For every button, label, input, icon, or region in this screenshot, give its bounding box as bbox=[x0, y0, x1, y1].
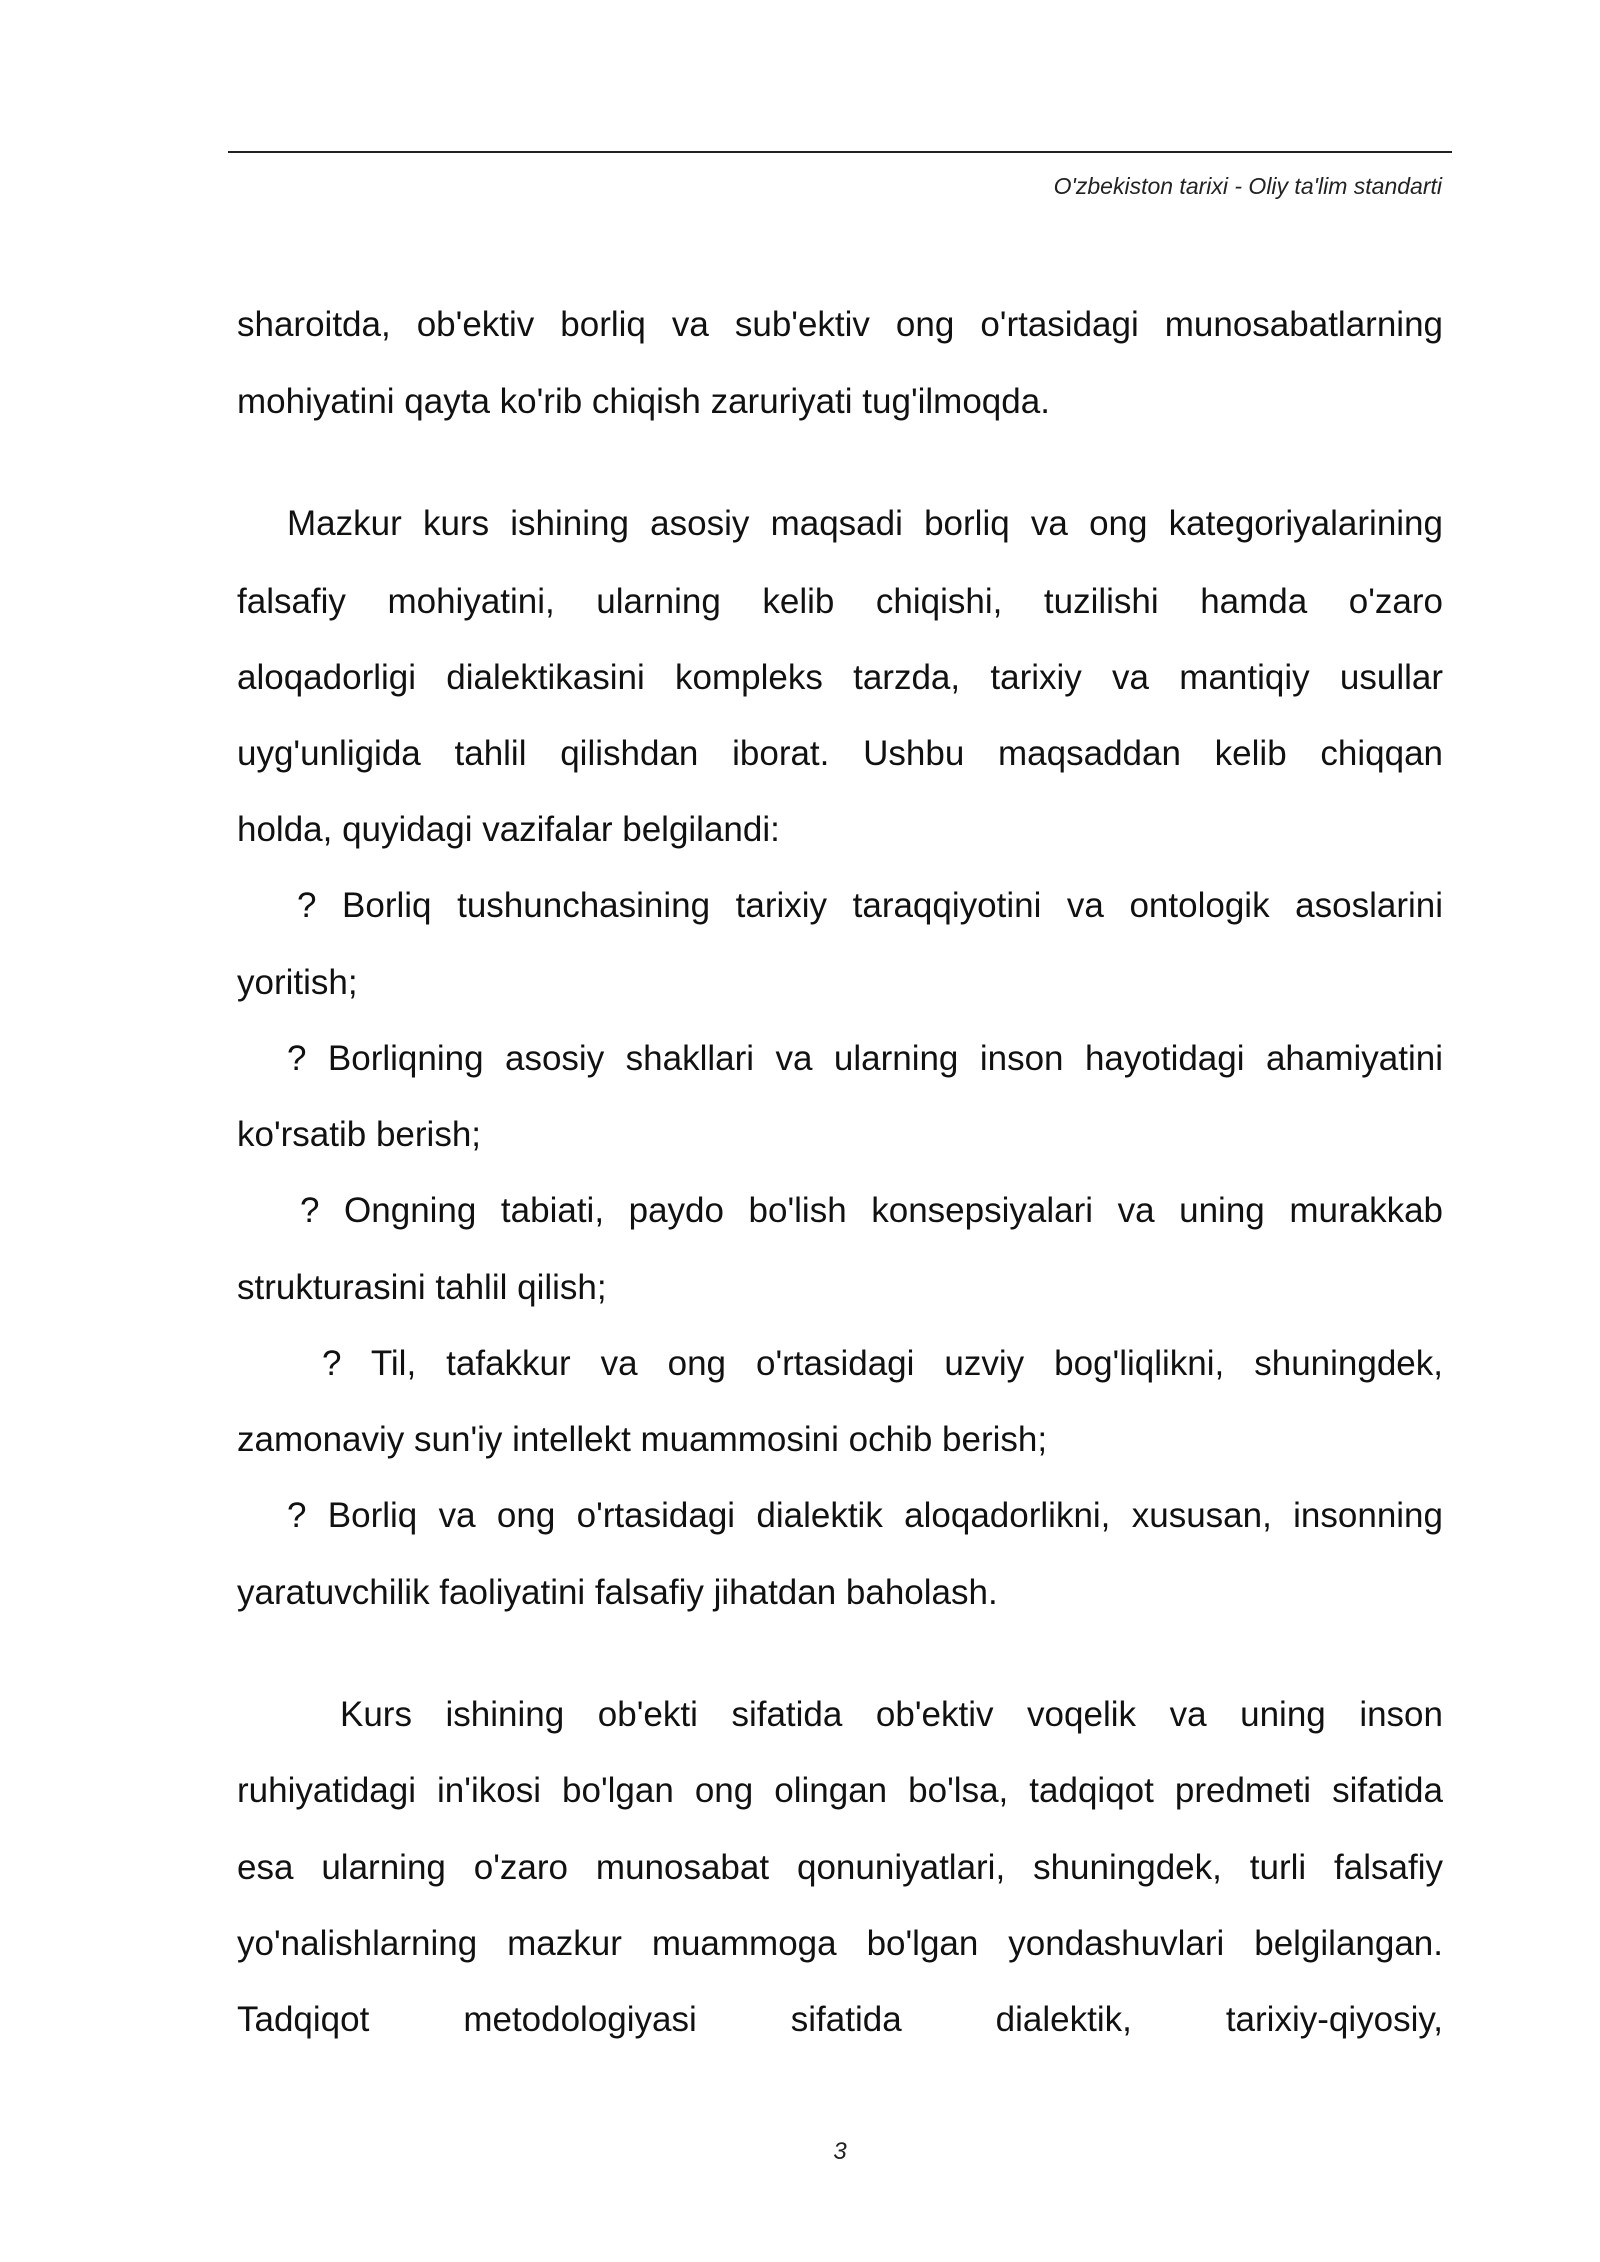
page-number: 3 bbox=[833, 2138, 847, 2165]
body-line: uyg'unligida tahlil qilishdan iborat. Ushbu maqsaddan kelib chiqqan bbox=[237, 734, 1443, 773]
body-line: zamonaviy sun'iy intellekt muammosini ochib berish; bbox=[237, 1420, 1048, 1459]
body-line: sharoitda, ob'ektiv borliq va sub'ektiv ong o'rtasidagi munosabatlarning bbox=[237, 305, 1443, 344]
task-item: ? Til, tafakkur va ong o'rtasidagi uzviy bog'liqlikni, shuningdek, bbox=[322, 1344, 1443, 1383]
body-line: falsafiy mohiyatini, ularning kelib chiqishi, tuzilishi hamda o'zaro bbox=[237, 582, 1443, 621]
body-line: Tadqiqot metodologiyasi sifatida dialektik, tarixiy-qiyosiy, bbox=[237, 2000, 1443, 2039]
paragraph-first-line: Mazkur kurs ishining asosiy maqsadi borliq va ong kategoriyalarining bbox=[287, 504, 1443, 543]
running-header: O'zbekiston tarixi - Oliy ta'lim standarti bbox=[1053, 173, 1442, 199]
body-line: ruhiyatidagi in'ikosi bo'lgan ong olingan bo'lsa, tadqiqot predmeti sifatida bbox=[237, 1771, 1443, 1810]
body-line: esa ularning o'zaro munosabat qonuniyatlari, shuningdek, turli falsafiy bbox=[237, 1848, 1443, 1887]
task-item: ? Borliqning asosiy shakllari va ularning inson hayotidagi ahamiyatini bbox=[287, 1039, 1443, 1078]
header-rule bbox=[228, 151, 1452, 153]
body-line: aloqadorligi dialektikasini kompleks tarzda, tarixiy va mantiqiy usullar bbox=[237, 658, 1443, 697]
task-item: ? Borliq tushunchasining tarixiy taraqqiyotini va ontologik asoslarini bbox=[297, 886, 1443, 925]
task-item: ? Borliq va ong o'rtasidagi dialektik aloqadorlikni, xususan, insonning bbox=[287, 1496, 1443, 1535]
paragraph-first-line: Kurs ishining ob'ekti sifatida ob'ektiv voqelik va uning inson bbox=[340, 1695, 1443, 1734]
body-line: holda, quyidagi vazifalar belgilandi: bbox=[237, 810, 780, 849]
body-line: yoritish; bbox=[237, 963, 358, 1002]
body-line: strukturasini tahlil qilish; bbox=[237, 1268, 607, 1307]
body-line: yo'nalishlarning mazkur muammoga bo'lgan yondashuvlari belgilangan. bbox=[237, 1924, 1443, 1963]
body-line: mohiyatini qayta ko'rib chiqish zaruriyati tug'ilmoqda. bbox=[237, 382, 1050, 421]
task-item: ? Ongning tabiati, paydo bo'lish konsepsiyalari va uning murakkab bbox=[300, 1191, 1443, 1230]
body-line: yaratuvchilik faoliyatini falsafiy jihatdan baholash. bbox=[237, 1573, 998, 1612]
body-line: ko'rsatib berish; bbox=[237, 1115, 482, 1154]
